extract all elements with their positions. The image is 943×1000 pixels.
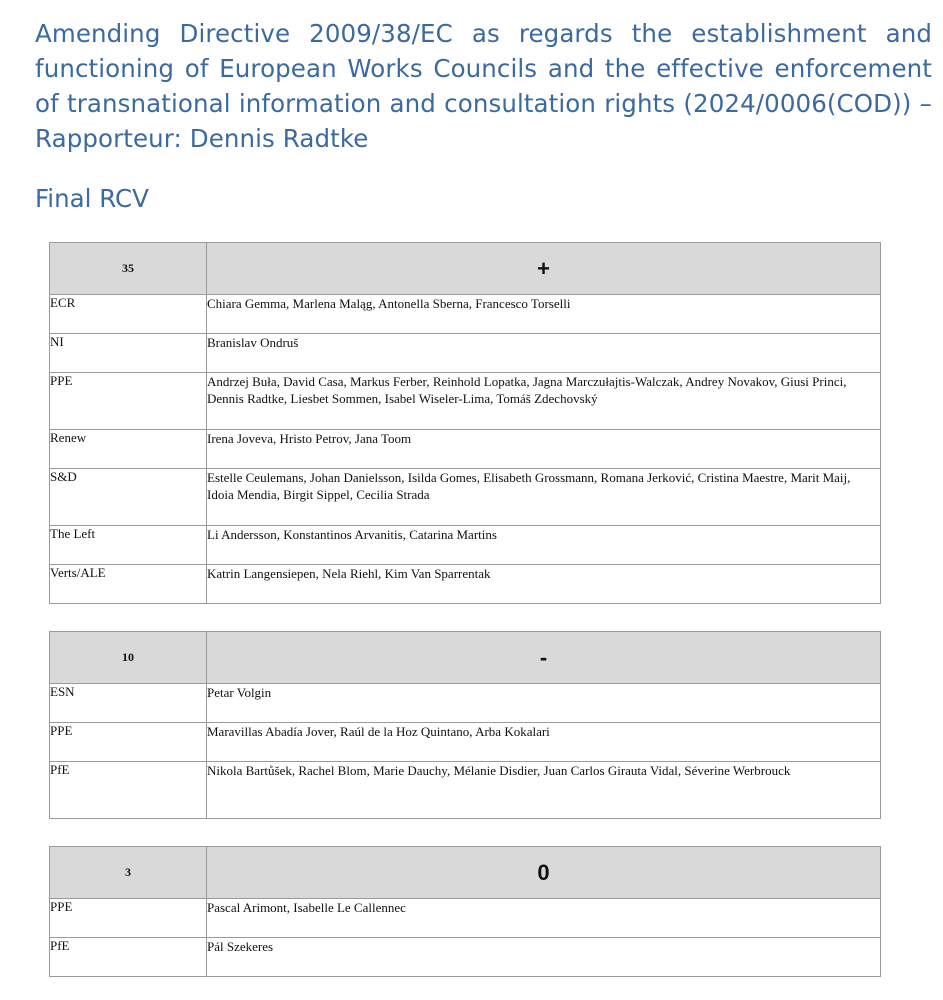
table-header-row — [50, 847, 881, 899]
table-row — [50, 526, 881, 565]
member-names: Li Andersson, Konstantinos Arvanitis, Catarina Martins — [207, 526, 881, 565]
group-name: Renew — [50, 430, 207, 469]
group-name: S&D — [50, 469, 207, 526]
member-names: Irena Joveva, Hristo Petrov, Jana Toom — [207, 430, 881, 469]
group-name: PPE — [50, 373, 207, 430]
vote-symbol-plus: + — [207, 243, 881, 295]
group-name: PPE — [50, 899, 207, 938]
table-row — [50, 430, 881, 469]
member-names: Nikola Bartůšek, Rachel Blom, Marie Dauchy, Mélanie Disdier, Juan Carlos Girauta Vidal, Séverine Werbrouck — [207, 762, 881, 819]
table-row — [50, 469, 881, 526]
table-header-row — [50, 243, 881, 295]
table-header-row — [50, 632, 881, 684]
vote-count: 3 — [50, 847, 207, 899]
member-names: Pascal Arimont, Isabelle Le Callennec — [207, 899, 881, 938]
member-names: Petar Volgin — [207, 684, 881, 723]
table-row — [50, 938, 881, 977]
table-row — [50, 373, 881, 430]
vote-count: 10 — [50, 632, 207, 684]
member-names: Katrin Langensiepen, Nela Riehl, Kim Van Sparrentak — [207, 565, 881, 604]
votes-against-table — [49, 631, 881, 819]
group-name: NI — [50, 334, 207, 373]
votes-in-favour-table — [49, 242, 881, 604]
group-name: ECR — [50, 295, 207, 334]
group-name: PPE — [50, 723, 207, 762]
vote-symbol-minus: - — [207, 632, 881, 684]
table-row — [50, 565, 881, 604]
group-name: PfE — [50, 938, 207, 977]
table-row — [50, 899, 881, 938]
table-row — [50, 334, 881, 373]
group-name: ESN — [50, 684, 207, 723]
member-names: Estelle Ceulemans, Johan Danielsson, Isilda Gomes, Elisabeth Grossmann, Romana Jerković, Cristina Maestre, Marit Maij, Idoia Mendia, Birgit Sippel, Cecilia Strada — [207, 469, 881, 526]
table-row — [50, 762, 881, 819]
vote-count: 35 — [50, 243, 207, 295]
table-row — [50, 723, 881, 762]
member-names: Maravillas Abadía Jover, Raúl de la Hoz Quintano, Arba Kokalari — [207, 723, 881, 762]
member-names: Andrzej Buła, David Casa, Markus Ferber, Reinhold Lopatka, Jagna Marczułajtis-Walczak, Andrey Novakov, Giusi Princi, Dennis Radtke, Liesbet Sommen, Isabel Wiseler-Lima, Tomáš Zdechovský — [207, 373, 881, 430]
member-names: Branislav Ondruš — [207, 334, 881, 373]
table-row — [50, 295, 881, 334]
group-name: The Left — [50, 526, 207, 565]
table-row — [50, 684, 881, 723]
group-name: PfE — [50, 762, 207, 819]
member-names: Chiara Gemma, Marlena Maląg, Antonella Sberna, Francesco Torselli — [207, 295, 881, 334]
vote-symbol-zero: 0 — [207, 847, 881, 899]
document-title: Amending Directive 2009/38/EC as regards the establishment and functioning of European Works Councils and the effective enforcement of transnational information and consultation rights (2024/0006(COD)) – Rapporteur: Dennis Radtke — [35, 19, 932, 153]
group-name: Verts/ALE — [50, 565, 207, 604]
abstentions-table — [49, 846, 881, 977]
member-names: Pál Szekeres — [207, 938, 881, 977]
section-heading-final-rcv: Final RCV — [35, 184, 149, 213]
